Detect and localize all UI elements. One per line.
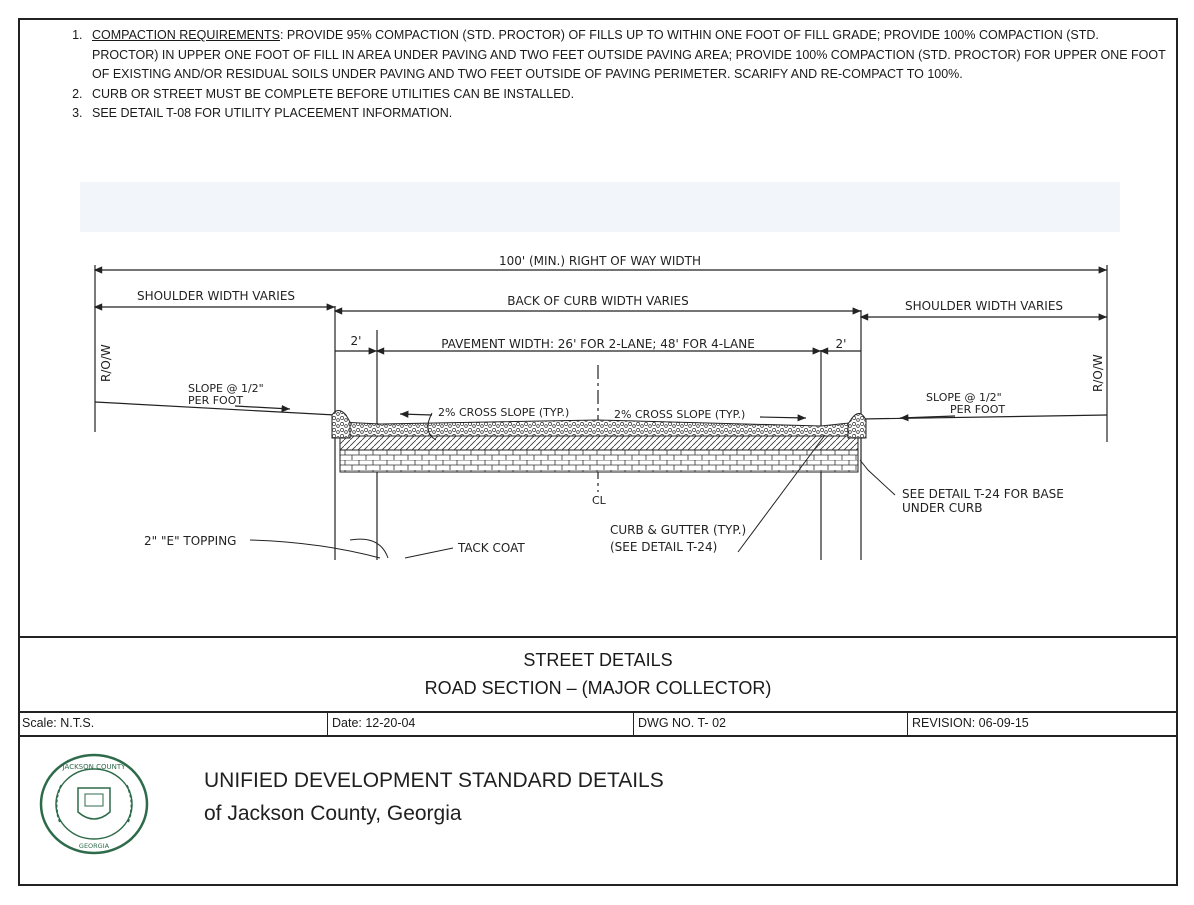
row-right-label: R/O/W <box>1091 354 1105 392</box>
centerline-label: CL <box>592 494 606 507</box>
general-notes <box>58 26 1168 124</box>
seal-top-text: JACKSON COUNTY <box>62 763 126 771</box>
footer-title <box>204 764 664 830</box>
curb-gutter-label-1: CURB & GUTTER (TYP.) <box>610 523 747 537</box>
row-left-label: R/O/W <box>99 344 113 382</box>
base-note-leader <box>860 460 895 495</box>
curb-right <box>848 413 866 438</box>
two-ft-left-label: 2' <box>350 334 362 348</box>
note-text: SEE DETAIL T-08 FOR UTILITY PLACEEMENT INFORMATION. <box>92 106 453 120</box>
cross-slope-arrow-left <box>400 414 432 415</box>
curb-gutter-label-2: (SEE DETAIL T-24) <box>610 540 718 554</box>
cross-slope-left-label: 2% CROSS SLOPE (TYP.) <box>438 406 570 419</box>
pavement-section <box>332 411 866 473</box>
revision-cell: REVISION: 06-09-15 <box>912 716 1029 730</box>
binder-layer <box>340 436 858 450</box>
note-item <box>86 104 1168 124</box>
title-block <box>18 636 1178 714</box>
scan-shading <box>80 182 1120 232</box>
tack-coat-leader <box>405 548 453 558</box>
footer-line-1: UNIFIED DEVELOPMENT STANDARD DETAILS <box>204 769 664 792</box>
tack-coat-label: TACK COAT <box>458 541 525 555</box>
two-ft-right-label: 2' <box>835 337 847 351</box>
slope-arrow-left <box>235 406 290 409</box>
cross-slope-right-label: 2% CROSS SLOPE (TYP.) <box>614 408 746 421</box>
note-item <box>86 85 1168 105</box>
slope-right-label-2: PER FOOT <box>950 403 1006 416</box>
base-note-label-2: UNDER CURB <box>902 501 983 515</box>
seal-bottom-text: GEORGIA <box>78 842 110 850</box>
seal-shield <box>78 788 110 819</box>
curb-left <box>332 411 350 439</box>
slope-right-label-1: SLOPE @ 1/2" <box>926 391 1002 404</box>
back-of-curb-label: BACK OF CURB WIDTH VARIES <box>507 294 689 308</box>
date-cell: Date: 12-20-04 <box>328 713 634 735</box>
dwg-number-cell: DWG NO. T- 02 <box>634 713 908 735</box>
seal-building <box>85 794 103 806</box>
topping-label: 2" "E" TOPPING <box>144 534 237 548</box>
road-section-drawing <box>20 170 1176 630</box>
note-lead: COMPACTION REQUIREMENTS <box>92 28 280 42</box>
topping-leader <box>250 540 380 558</box>
note-item <box>86 26 1168 85</box>
slope-left-label-2: PER FOOT <box>188 394 244 407</box>
slope-left-label-1: SLOPE @ 1/2" <box>188 382 264 395</box>
scale-cell: Scale: N.T.S. <box>18 713 328 735</box>
row-width-label: 100' (MIN.) RIGHT OF WAY WIDTH <box>498 254 702 268</box>
drawing-title: STREET DETAILS <box>523 650 673 670</box>
drawing-info-row <box>18 711 1178 737</box>
seal-laurel <box>56 784 131 822</box>
note-text: : PROVIDE 95% COMPACTION (STD. PROCTOR) OF FILLS UP TO WITHIN ONE FOOT OF FILL GRADE; PROVIDE 100% COMPACTION (STD. PROCTOR) IN UPPER ONE FOOT OF FILL IN AREA UNDER PAVING AND TWO FEET OUTSIDE PAVING AREA; PROVIDE 100% COMPACTION (STD. PROCTOR) FOR UPPER ONE FOOT OF EXISTING AND/OR RESIDUAL SOILS UNDER PAVING AND TWO FEET OUTSIDE OF PAVING PERIMETER. SCARIFY AND RE-COMPACT TO 100%. <box>92 28 1166 81</box>
shoulder-left-label: SHOULDER WIDTH VARIES <box>136 289 296 303</box>
footer-line-2: of Jackson County, Georgia <box>204 802 462 825</box>
cross-slope-arrow-right <box>760 417 806 418</box>
seal-inner-ring <box>56 769 132 839</box>
base-note-label-1: SEE DETAIL T-24 FOR BASE <box>902 487 1064 501</box>
note-text: CURB OR STREET MUST BE COMPLETE BEFORE UTILITIES CAN BE INSTALLED. <box>92 86 575 101</box>
pavement-width-label: PAVEMENT WIDTH: 26' FOR 2-LANE; 48' FOR 4-LANE <box>441 337 755 351</box>
asphalt-topping-layer <box>340 420 858 436</box>
county-seal <box>38 752 150 856</box>
shoulder-right-label: SHOULDER WIDTH VARIES <box>904 299 1064 313</box>
drawing-subtitle: ROAD SECTION – (MAJOR COLLECTOR) <box>424 678 772 698</box>
base-course-layer <box>340 450 858 472</box>
